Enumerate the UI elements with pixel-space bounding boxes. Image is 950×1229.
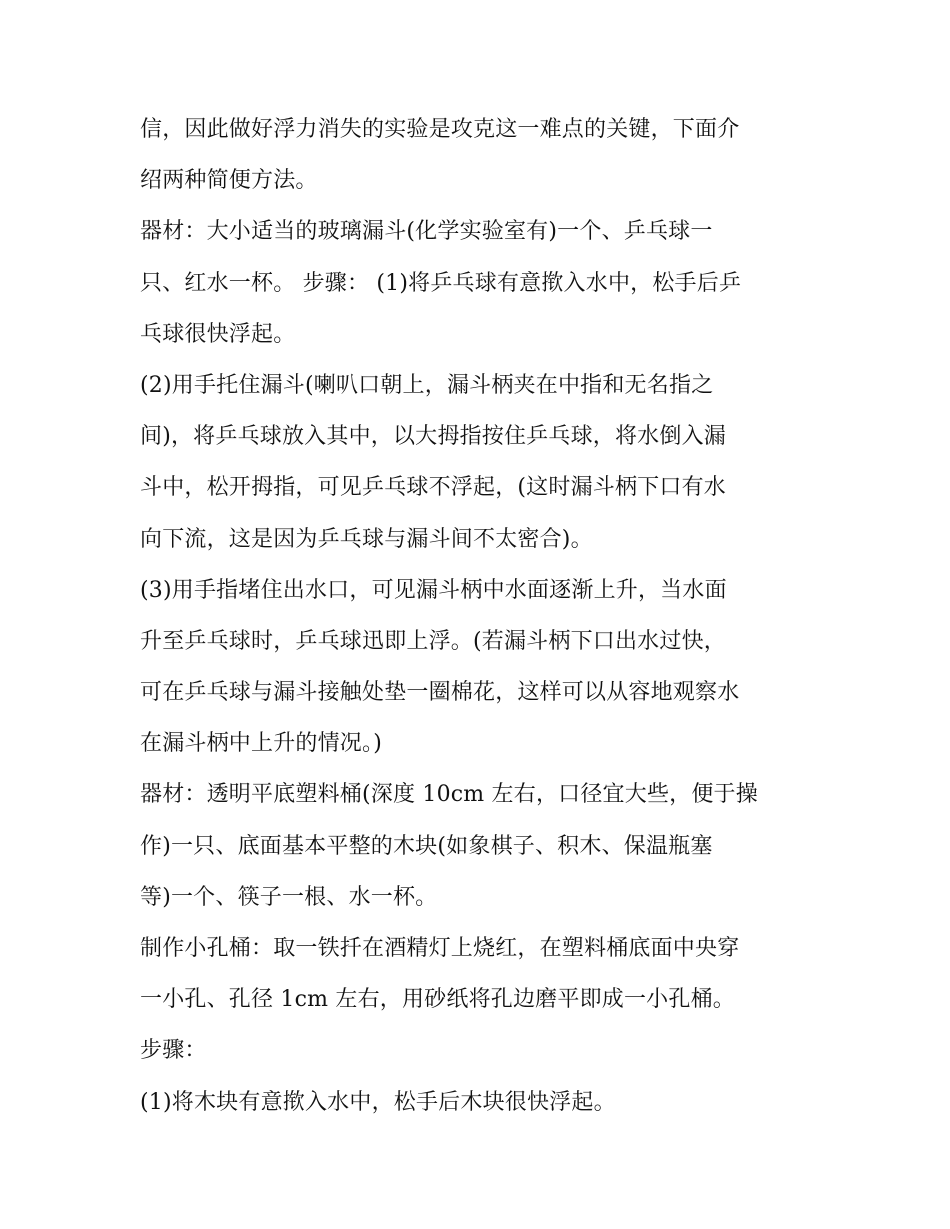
text-line: (1)将木块有意揿入水中，松手后木块很快浮起。: [140, 1089, 616, 1115]
text-line: 一小孔、孔径 1cm 左右，用砂纸将孔边磨平即成一小孔桶。: [140, 987, 735, 1013]
document-body: [140, 104, 820, 1128]
text-line: 向下流，这是因为乒乓球与漏斗间不太密合)。: [140, 526, 593, 552]
text-line: (2)用手托住漏斗(喇叭口朝上，漏斗柄夹在中指和无名指之: [140, 372, 714, 398]
text-line: 作)一只、底面基本平整的木块(如象棋子、积木、保温瓶塞: [140, 833, 713, 859]
text-line: 制作小孔桶：取一铁扦在酒精灯上烧红，在塑料桶底面中央穿: [140, 936, 740, 961]
text-line: 可在乒乓球与漏斗接触处垫一圈棉花，这样可以从容地观察水: [140, 680, 740, 706]
text-line: 间)，将乒乓球放入其中，以大拇指按住乒乓球，将水倒入漏: [140, 424, 726, 450]
text-line: 在漏斗柄中上升的情况。): [140, 731, 382, 757]
text-line: 只、红水一杯。 步骤： (1)将乒乓球有意揿入水中，松手后乒: [140, 270, 742, 296]
text-line: 斗中，松开拇指，可见乒乓球不浮起，(这时漏斗柄下口有水: [140, 475, 726, 501]
text-line: 绍两种简便方法。: [140, 168, 318, 194]
text-line: 器材：大小适当的玻璃漏斗(化学实验室有)一个、乒乓球一: [140, 219, 713, 245]
text-line: 器材：透明平底塑料桶(深度 10cm 左右，口径宜大些，便于操: [140, 782, 758, 808]
text-line: 乓球很快浮起。: [140, 321, 296, 347]
text-line: 等)一个、筷子一根、水一杯。: [140, 884, 438, 910]
text-line: 信，因此做好浮力消失的实验是攻克这一难点的关键，下面介: [140, 117, 740, 142]
text-line: 升至乒乓球时，乒乓球迅即上浮。(若漏斗柄下口出水过快，: [140, 628, 726, 654]
text-line: (3)用手指堵住出水口，可见漏斗柄中水面逐渐上升，当水面: [140, 577, 727, 603]
text-line: 步骤：: [140, 1038, 207, 1064]
